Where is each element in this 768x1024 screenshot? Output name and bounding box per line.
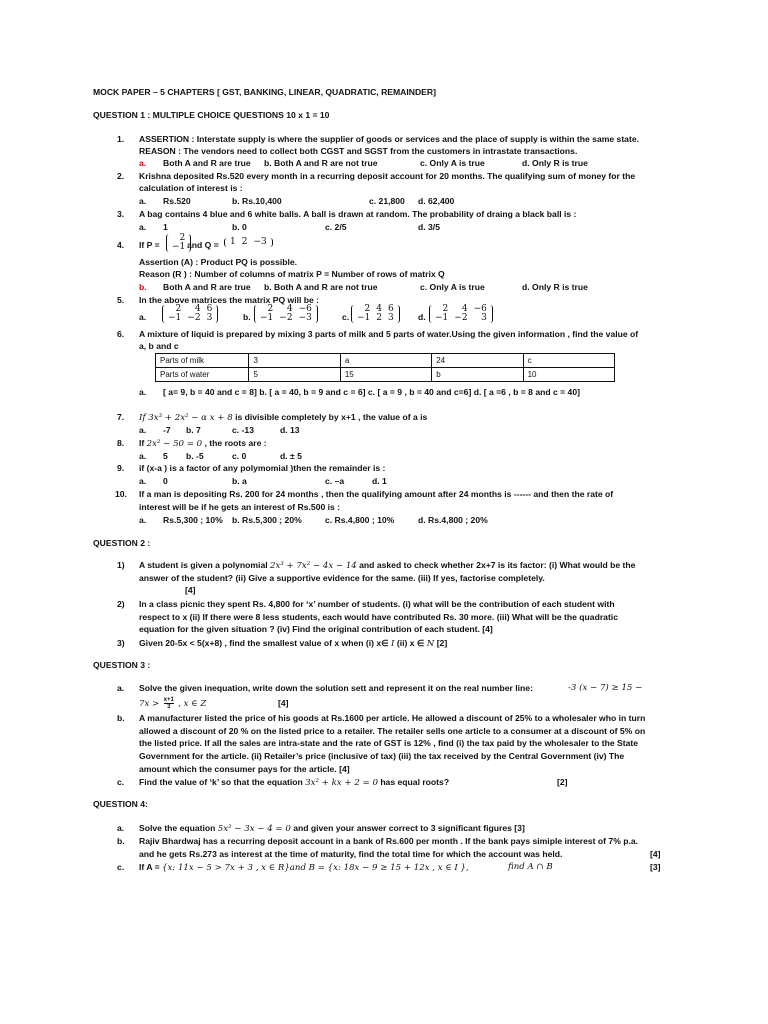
table-cell: b <box>432 368 523 382</box>
option-letter: a. <box>139 196 147 206</box>
question-text <box>139 638 447 650</box>
question-2-heading: QUESTION 2 : <box>93 538 151 548</box>
option-c: c. Only A is true <box>420 282 485 292</box>
option-b: b. Rs.5,300 ; 20% <box>232 515 302 525</box>
table-cell: Parts of milk <box>156 354 249 368</box>
question-text: respect to x (ii) If there were 8 less students, each would have contributed Rs. 30 more. (iii) What will be the quadratic <box>139 612 618 622</box>
question-text <box>139 560 635 572</box>
question-text: and given your answer correct to 3 significant figures [3] <box>293 823 525 833</box>
question-text <box>139 438 267 450</box>
option-letter: a. <box>139 425 147 435</box>
question-3-heading: QUESTION 3 : <box>93 660 151 670</box>
math-expression: 2x² − 50 = 0 <box>146 439 203 449</box>
option-c: c. 21,800 <box>369 196 405 206</box>
matrix-cell: 2 <box>241 237 248 247</box>
option-d: d. 3/5 <box>418 222 440 232</box>
question-text: A bag contains 4 blue and 6 white balls. A ball is drawn at random. The probability of draing a black ball is : <box>139 209 577 219</box>
item-number: 9. <box>117 463 125 473</box>
question-text: , the roots are : <box>204 438 267 448</box>
paper-title: MOCK PAPER – 5 CHAPTERS [ GST, BANKING, LINEAR, QUADRATIC, REMAINDER] <box>93 87 436 97</box>
option-a: 0 <box>163 476 168 486</box>
matrix-cell: 4 <box>461 304 468 314</box>
item-number: 10. <box>115 489 127 499</box>
option-a: 5 <box>163 451 168 461</box>
matrix-cell: −1 <box>168 313 182 323</box>
question-1-heading: QUESTION 1 : MULTIPLE CHOICE QUESTIONS 10 x 1 = 10 <box>93 110 330 120</box>
matrix-cell: −2 <box>279 313 293 323</box>
matrix-cell: 2 <box>442 304 449 314</box>
question-text: has equal roots? <box>380 777 450 787</box>
option-a: Both A and R are true <box>163 158 251 168</box>
question-text: Solve the given inequation, write down the solution sett and represent it on the real number line: <box>139 683 533 693</box>
option-c: c. –a <box>325 476 345 486</box>
question-text: calculation of interest is : <box>139 183 243 193</box>
table-cell: Parts of water <box>156 368 249 382</box>
question-text: is divisible completely by x+1 , the value of a is <box>235 412 428 422</box>
option-b: b. 7 <box>186 425 201 435</box>
item-number: 8. <box>117 438 125 448</box>
item-number: a. <box>117 823 125 833</box>
math-expression: 3x² + kx + 2 = 0 <box>305 778 378 788</box>
math-expression: -3 (x − 7) ≥ 15 − <box>568 683 643 693</box>
fraction-numerator: x+1 <box>163 697 174 703</box>
option-letter: a. <box>139 387 147 397</box>
option-a: -7 <box>163 425 171 435</box>
option-b: b. Both A and R are not true <box>264 158 378 168</box>
matrix-cell: 2 <box>267 304 274 314</box>
math-expression: find A ∩ B <box>508 862 553 872</box>
option-c: c. 0 <box>232 451 247 461</box>
item-number: 4. <box>117 240 125 250</box>
question-text: If a man is depositing Rs. 200 for 24 months , then the qualifying amount after 24 months is ------ and then the rate of <box>139 489 614 499</box>
option-d: d. ± 5 <box>280 451 302 461</box>
item-number: c. <box>117 777 125 787</box>
item-number: 6. <box>117 329 125 339</box>
question-text: amount which the consumer pays for the article. [4] <box>139 764 350 774</box>
matrix-cell: −1 <box>172 242 186 252</box>
question-4-heading: QUESTION 4: <box>93 799 148 809</box>
option-a: Rs.5,300 ; 10% <box>163 515 223 525</box>
matrix-cell: 2 <box>179 233 186 243</box>
question-text: if (x-a ) is a factor of any polymomial )then the remainder is : <box>139 463 386 473</box>
option-letter: c. <box>342 312 350 322</box>
option-b: b. -5 <box>186 451 204 461</box>
option-d: d. 13 <box>280 425 300 435</box>
item-number: b. <box>117 836 125 846</box>
math-symbol: N <box>426 639 435 649</box>
option-c: c. Only A is true <box>420 158 485 168</box>
item-number: 3. <box>117 209 125 219</box>
matrix-cell: 1 <box>230 237 236 247</box>
question-text: In the above matrices the matrix PQ will be : <box>139 295 320 305</box>
ratio-table <box>155 353 615 382</box>
table-cell: 5 <box>249 368 340 382</box>
matrix-cell: −6 <box>298 304 312 314</box>
question-text <box>139 823 525 835</box>
question-text: answer of the student? (ii) Give a supportive evidence for the same. (iii) If yes, factorise completely. <box>139 573 545 583</box>
fraction <box>164 697 174 710</box>
matrix-cell: −2 <box>454 313 468 323</box>
question-text: If A = <box>139 862 160 872</box>
table-row <box>156 368 615 382</box>
matrix-cell: 2 <box>175 304 182 314</box>
option-letter: a. <box>139 451 147 461</box>
option-c: c. Rs.4,800 ; 10% <box>325 515 395 525</box>
table-cell: 3 <box>249 354 340 368</box>
question-text: and asked to check whether 2x+7 is its factor: (i) What would be the <box>359 560 636 570</box>
table-cell: c <box>523 354 614 368</box>
option-letter: a. <box>139 158 147 168</box>
option-d: d. Only R is true <box>522 282 588 292</box>
math-expression: 2x³ + 7x² − 4x − 14 <box>270 561 357 571</box>
matrix-cell: 3 <box>481 313 487 323</box>
option-letter: d. <box>418 312 426 322</box>
marks: [4] <box>185 585 196 595</box>
options-line: [ a= 9, b = 40 and c = 8] b. [ a = 40, b = 9 and c = 6] c. [ a = 9 , b = 40 and c=6] d. [ a =6 , b = 8 and c = 40] <box>163 387 580 397</box>
marks: [2] <box>436 638 448 648</box>
table-row <box>156 354 615 368</box>
matrix-cell: 4 <box>194 304 201 314</box>
item-number: 1. <box>117 134 125 144</box>
assertion-text: Assertion (A) : Product PQ is possible. <box>139 257 298 267</box>
option-b: b. a <box>232 476 247 486</box>
matrix-cell: 6 <box>206 304 213 314</box>
question-text: allowed a discount of 20 % on the listed price to a retailer. The retailer sells one article to a consumer at a discount of 5% on <box>139 726 646 736</box>
item-number: 3) <box>117 638 125 648</box>
question-text <box>139 777 449 789</box>
math-expression: {x: 11x − 5 > 7x + 3 , x ∈ R}and B = {x: 18x − 9 ≥ 15 + 12x , x ∈ I }, <box>162 863 469 873</box>
question-text: If <box>139 438 145 448</box>
question-text: Rajiv Bhardwaj has a recurring deposit account in a bank of Rs.600 per month . If the bank pays simiple interest of 7% p.a. <box>139 836 639 846</box>
matrix-cell: 4 <box>286 304 293 314</box>
matrix-cell: −1 <box>260 313 274 323</box>
question-text <box>139 862 469 874</box>
matrix-cell: −6 <box>473 304 487 314</box>
question-text: Given 20-5x < 5(x+8) , find the smallest value of x when (i) x∈ <box>139 638 389 648</box>
item-number: 7. <box>117 412 125 422</box>
question-text: and Q = <box>187 240 219 250</box>
option-letter: a. <box>139 476 147 486</box>
table-cell: a <box>340 354 431 368</box>
matrix-option-d <box>429 305 493 323</box>
matrix-option-a <box>162 305 218 323</box>
option-b: b. Both A and R are not true <box>264 282 378 292</box>
question-text: Find the value of ‘k’ so that the equation <box>139 777 303 787</box>
reason-text: Reason (R ) : Number of columns of matrix P = Number of rows of matrix Q <box>139 269 445 279</box>
matrix-cell: 2 <box>364 304 371 314</box>
table-cell: 15 <box>340 368 431 382</box>
item-number: a. <box>117 683 125 693</box>
question-text: Government for the article. (ii) Retailer’s price (inclusive of tax) (iii) the tax received by the Central Government (iv) The <box>139 751 625 761</box>
math-symbol: I <box>391 639 395 649</box>
option-a: Rs.520 <box>163 196 191 206</box>
option-letter: a. <box>139 222 147 232</box>
matrix-cell: 2 <box>376 313 383 323</box>
question-text: A manufacturer listed the price of his goods at Rs.1600 per article. He allowed a discount of 25% to a wholesaler who in turn <box>139 713 646 723</box>
matrix-option-c <box>351 305 400 323</box>
option-c: c. -13 <box>232 425 254 435</box>
option-a: 1 <box>163 222 168 232</box>
question-text: (ii) x ∈ <box>396 638 425 648</box>
marks: [2] <box>557 777 568 787</box>
question-text: equation for the given situation ? (iv) Find the original contribution of each student. [4] <box>139 624 493 634</box>
item-number: 2. <box>117 171 125 181</box>
question-text: the listed price. If all the sales are intra-state and the rate of GST is 12% , find (i) the tax paid by the wholesaler to the State <box>139 738 639 748</box>
fraction-denominator: 3 <box>167 704 171 710</box>
question-text: Krishna deposited Rs.520 every month in a recurring deposit account for 20 months. The qualifying sum of money for the <box>139 171 636 181</box>
option-d: d. 62,400 <box>418 196 455 206</box>
item-number: 2) <box>117 599 125 609</box>
matrix-cell: −1 <box>435 313 449 323</box>
matrix-cell: −2 <box>187 313 201 323</box>
item-number: 5. <box>117 295 125 305</box>
question-text: In a class picnic they spent Rs. 4,800 for ‘x’ number of students. (i) what will be the contribution of each student with <box>139 599 615 609</box>
item-number: 1) <box>117 560 125 570</box>
matrix-cell: 3 <box>206 313 213 323</box>
marks: [4] <box>278 698 289 708</box>
question-text: Solve the equation <box>139 823 216 833</box>
option-d: d. Only R is true <box>522 158 588 168</box>
option-c: c. 2/5 <box>325 222 347 232</box>
matrix-cell: −3 <box>298 313 312 323</box>
question-text <box>139 697 206 710</box>
option-d: d. 1 <box>372 476 387 486</box>
math-expression: , x ∈ Z <box>178 698 207 709</box>
option-letter: a. <box>139 312 147 322</box>
math-expression: If 3x³ + 2x² − α x + 8 <box>139 413 233 423</box>
table-cell: 10 <box>523 368 614 382</box>
question-text: A mixture of liquid is prepared by mixing 3 parts of milk and 5 parts of water.Using the given information , find the value of <box>139 329 639 339</box>
matrix-cell: 6 <box>388 304 394 314</box>
option-b: b. Rs.10,400 <box>232 196 282 206</box>
item-number: c. <box>117 862 125 872</box>
question-text: a, b and c <box>139 341 179 351</box>
option-letter: b. <box>243 312 251 322</box>
matrix-cell: −1 <box>357 313 371 323</box>
matrix-cell: −3 <box>253 237 267 247</box>
option-a: Both A and R are true <box>163 282 251 292</box>
question-text: interest will be if he gets an interest of Rs.500 is : <box>139 502 341 512</box>
question-text: A student is given a polynomial <box>139 560 268 570</box>
option-b: b. 0 <box>232 222 247 232</box>
table-cell: 24 <box>432 354 523 368</box>
matrix-cell: 3 <box>388 313 394 323</box>
item-number: b. <box>117 713 125 723</box>
math-expression: 7x > <box>139 698 160 709</box>
question-text: and he gets Rs.273 as interest at the time of maturity, find the total time for which the account was held. <box>139 849 563 859</box>
matrix-cell: 4 <box>376 304 383 314</box>
math-expression: 5x² − 3x − 4 = 0 <box>217 824 291 834</box>
option-letter: b. <box>139 282 147 292</box>
matrix-q <box>224 238 273 247</box>
question-text: If P = <box>139 240 160 250</box>
marks: [4] <box>650 849 661 859</box>
reason-text: REASON : The vendors need to collect both CGST and SGST from the customers in intrastate transactions. <box>139 146 578 156</box>
marks: [3] <box>650 862 661 872</box>
assertion-text: ASSERTION : Interstate supply is where the supplier of goods or services and the place of supply is within the same state. <box>139 134 639 144</box>
question-text <box>139 412 427 424</box>
option-d: d. Rs.4,800 ; 20% <box>418 515 488 525</box>
option-letter: a. <box>139 515 147 525</box>
matrix-option-b <box>254 305 318 323</box>
